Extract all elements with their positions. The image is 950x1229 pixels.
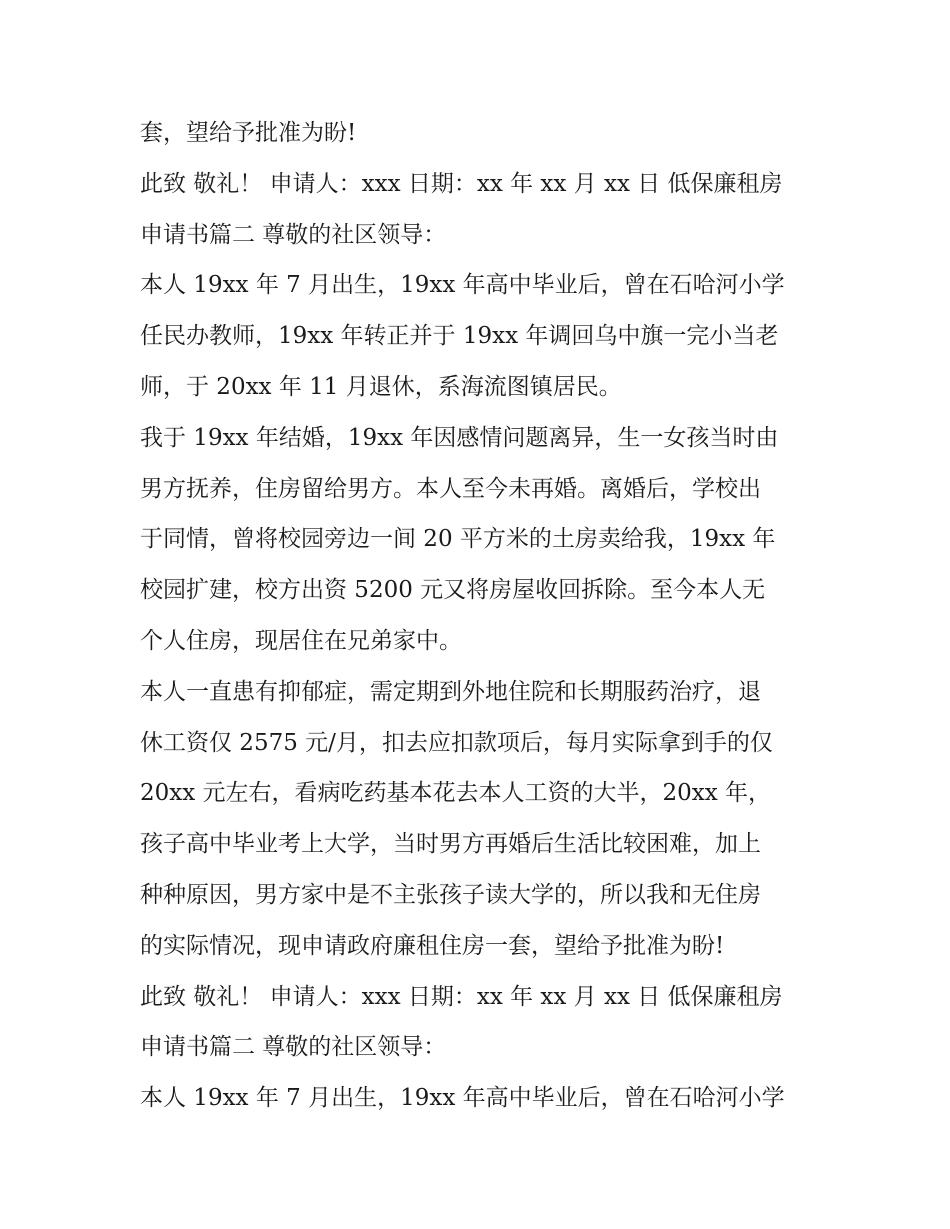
- text-line: 此致 敬礼！ 申请人：xxx 日期：xx 年 xx 月 xx 日 低保廉租房: [140, 170, 783, 197]
- text-line: 任民办教师，19xx 年转正并于 19xx 年调回乌中旗一完小当老: [140, 323, 779, 350]
- text-line: 申请书篇二 尊敬的社区领导：: [140, 221, 447, 248]
- text-line: 本人 19xx 年 7 月出生，19xx 年高中毕业后，曾在石哈河小学: [140, 1085, 785, 1112]
- text-line: 于同情，曾将校园旁边一间 20 平方米的土房卖给我，19xx 年: [140, 526, 776, 553]
- text-line: 休工资仅 2575 元/月，扣去应扣款项后，每月实际拿到手的仅: [140, 729, 773, 756]
- text-line: 套，望给予批准为盼!: [140, 120, 357, 146]
- text-line: 此致 敬礼！ 申请人：xxx 日期：xx 年 xx 月 xx 日 低保廉租房: [140, 983, 783, 1010]
- text-line: 我于 19xx 年结婚，19xx 年因感情问题离异，生一女孩当时由: [140, 424, 779, 451]
- text-line: 20xx 元左右，看病吃药基本花去本人工资的大半，20xx 年，: [140, 780, 772, 807]
- text-line: 本人一直患有抑郁症，需定期到外地住院和长期服药治疗，退: [140, 678, 761, 705]
- text-line: 校园扩建，校方出资 5200 元又将房屋收回拆除。至今本人无: [140, 577, 766, 604]
- text-line: 申请书篇二 尊敬的社区领导：: [140, 1034, 447, 1061]
- text-line: 种种原因，男方家中是不主张孩子读大学的，所以我和无住房: [140, 881, 761, 908]
- text-line: 孩子高中毕业考上大学，当时男方再婚后生活比较困难，加上: [140, 831, 761, 858]
- document-body: [140, 108, 820, 1124]
- text-line: 的实际情况，现申请政府廉租住房一套，望给予批准为盼!: [140, 932, 725, 959]
- text-line: 师，于 20xx 年 11 月退休，系海流图镇居民。: [140, 373, 622, 400]
- text-line: 男方抚养，住房留给男方。本人至今未再婚。离婚后，学校出: [140, 475, 761, 502]
- text-line: 本人 19xx 年 7 月出生，19xx 年高中毕业后，曾在石哈河小学: [140, 272, 785, 299]
- text-line: 个人住房，现居住在兄弟家中。: [140, 627, 462, 654]
